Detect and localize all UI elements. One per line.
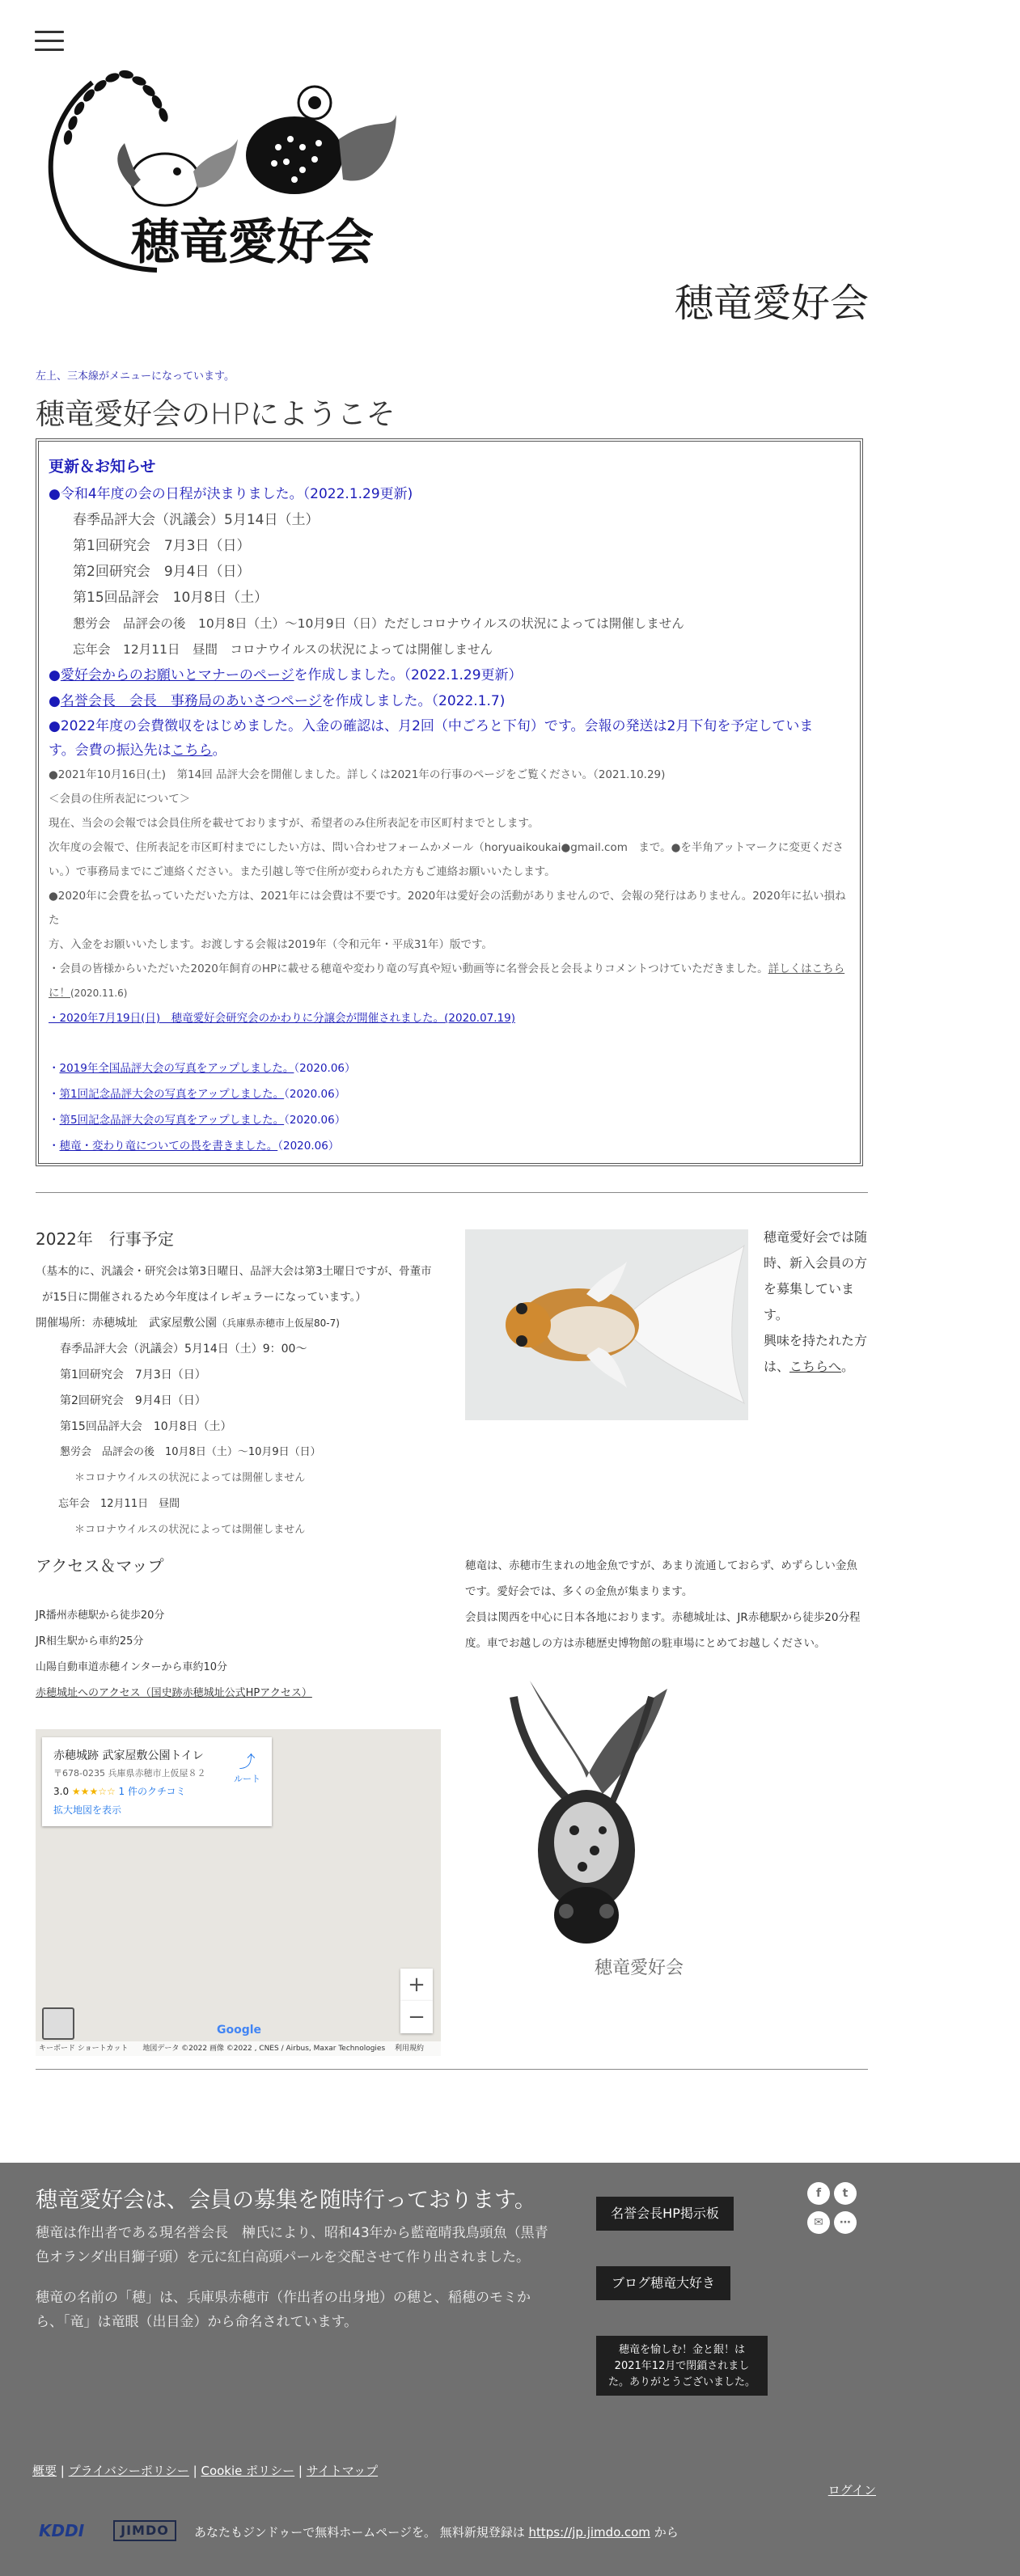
about-text: 穂竜は、赤穂市生まれの地金魚ですが、あまり流通しておらず、めずらしい金魚 です。愛好会では、多くの金魚が集まります。 会員は関西を中心に日本各地におります。赤穂城址は、JR赤穂駅から徒歩20分程 度。車でお越しの方は赤穂歴史博物館の駐車場にとめてお越しください。 [465,1559,861,1650]
kddi-logo [37,2519,92,2543]
map-enlarge-link[interactable]: 拡大地図を表示 [53,1804,122,1816]
photo-watermark: 穂竜愛好会 [595,1958,684,1978]
article-link[interactable]: 穂竜・変わり竜についての畏を書きました。 [59,1140,278,1153]
share-icon[interactable]: ⋯ [834,2211,857,2234]
photo-2019-link[interactable]: 2019年全国品評大会の写真をアップしました。 [59,1062,294,1075]
google-logo: Google [217,2024,262,2037]
map-place-card [42,1737,272,1826]
facebook-icon[interactable]: f [807,2182,830,2205]
news-note: 次年度の会報で、住所表記を市区町村までにしたい方は、問い合わせフォームかメール（horyuaikoukai●gmail.com まで。●を半角アットマークに変更くださ [49,841,844,854]
news-link-row: ・穂竜・変わり竜についての畏を書きました。（2020.06） [49,1140,340,1153]
schedule-note: ＊コロナウイルスの状況によっては開催しません [74,1524,306,1536]
schedule-item: 第2回研究会 9月4日（日） [60,1394,206,1407]
news-item: ●令和4年度の会の日程が決まりました。（2022.1.29更新) [49,486,413,502]
news-item: ●愛好会からのお願いとマナーのページを作成しました。（2022.1.29更新） [49,667,523,683]
page-title: 穂竜愛好会のHPにようこそ [36,398,396,431]
jimdo-link[interactable]: https://jp.jimdo.com [528,2525,650,2540]
map-address: 〒678-0235 兵庫県赤穂市上仮屋８２ [53,1768,206,1779]
news-schedule-item: 忘年会 12月11日 昼間 コロナウイルスの状況によっては開催しません [73,642,493,657]
map-zoom-in-button[interactable]: + [400,1969,433,2001]
news-note: い。）で事務局までにご連絡ください。また引越し等で住所が変わられた方もご連絡お願いいたします。 [49,865,556,878]
greeting-page-link[interactable]: 名誉会長 会長 事務局のあいさつページ [60,693,322,709]
news-note: 現在、当会の会報では会員住所を載せておりますが、希望者のみ住所表記を市区町村までとします。 [49,817,540,830]
comments-link-end[interactable]: に！ [49,987,70,1000]
join-link[interactable]: こちらへ [789,1359,842,1374]
svg-text:KDDI: KDDI [39,2521,85,2540]
photo-5th-link[interactable]: 第5回記念品評大会の写真をアップしました。 [59,1114,285,1127]
google-map[interactable] [36,1729,441,2056]
news-link-row: ・2019年全国品評大会の写真をアップしました。（2020.06） [49,1062,356,1075]
news-item: ●2022年度の会費徴収をはじめました。入金の確認は、月2回（中ごろと下旬）です。会報の発送は2月下旬を予定していま す。会費の振込先はこちら。 [49,718,814,759]
map-place-name: 赤穂城跡 武家屋敷公園トイレ [53,1749,204,1762]
goldfish-photo-2 [465,1664,709,1988]
news-note: に！(2020.11.6) [49,987,128,1000]
email-icon[interactable]: ✉ [807,2211,830,2234]
footer-text: 穂竜は作出者である現名誉会長 榊氏により、昭和43年から藍竜晴我鳥頭魚（黒青 [36,2225,548,2241]
map-rating: 3.0 ★★★☆☆ 1 件のクチコミ [53,1786,186,1797]
news-link-row: ・第5回記念品評大会の写真をアップしました。（2020.06） [49,1114,346,1127]
news-title: 更新＆お知らせ [49,458,156,476]
closed-site-button[interactable]: 穂竜を愉しむ！金と銀！は 2021年12月で閉鎖されまし た。ありがとうございました。 [596,2336,768,2396]
logo-text: 穂竜愛好会 [131,214,374,271]
access-info: JR播州赤穂駅から徒歩20分 JR相生駅から車約25分 山陽自動車道赤穂インターから車約10分 赤穂城址へのアクセス（国史跡赤穂城址公式HPアクセス） [36,1603,456,1707]
news-note: 方、入金をお願いいたします。お渡しする会報は2019年（令和元年・平成31年）版です。 [49,938,493,951]
twitter-icon[interactable]: t [834,2182,857,2205]
schedule-item: 春季品評大会（汎議会）5月14日（土）9：00～ [60,1343,307,1356]
schedule-item: 懇労会 品評会の後 10月8日（土）～10月9日（日） [60,1446,321,1458]
jimdo-logo: JIMDO [113,2520,176,2541]
footer-link-sitemap[interactable]: サイトマップ [306,2464,379,2478]
site-logo [36,66,398,275]
news-schedule-item: 第2回研究会 9月4日（日） [73,564,251,580]
fee-transfer-link[interactable]: こちら [171,742,213,759]
footer-nav: 概要 | プライバシーポリシー | Cookie ポリシー | サイトマップ [32,2464,379,2478]
divider [36,2069,868,2070]
schedule-note: ＊コロナウイルスの状況によっては開催しません [74,1472,306,1484]
schedule-title: 2022年 行事予定 [36,1229,174,1249]
map-fullscreen-toggle[interactable] [42,2007,74,2040]
footer-text: ら、「竜」は竜眼（出目金）から命名されています。 [36,2314,358,2330]
news-link-row: ・第1回記念品評大会の写真をアップしました。（2020.06） [49,1088,346,1101]
castle-access-link[interactable]: 赤穂城址へのアクセス（国史跡赤穂城址公式HPアクセス） [36,1687,312,1699]
recruit-text: 穂竜愛好会では随 時、新入会員の方 を募集していま す。 興味を持たれた方 は、こちらへ。 [764,1229,868,1374]
footer-heading: 穂竜愛好会は、会員の募集を随時行っております。 [36,2188,536,2213]
photo-1st-link[interactable]: 第1回記念品評大会の写真をアップしました。 [59,1088,285,1101]
map-zoom-out-button[interactable]: − [400,2001,433,2033]
divider [36,1192,868,1193]
news-schedule-item: 第15回品評会 10月8日（土） [73,590,269,606]
blog-button[interactable]: ブログ穂竜大好き [596,2266,730,2300]
news-box [36,438,863,1166]
map-reviews-link[interactable]: 1 件のクチコミ [118,1786,186,1797]
schedule-item: 第1回研究会 7月3日（日） [60,1368,206,1381]
news-note: ●2021年10月16日(土) 第14回 品評大会を開催しました。詳しくは2021年の行事のページをご覧ください。（2021.10.29) [49,768,666,781]
login-link[interactable]: ログイン [827,2483,876,2498]
site-title: 穂竜愛好会 [674,281,869,326]
bbs-button[interactable]: 名誉会長HP掲示板 [596,2197,734,2231]
comments-link[interactable]: 詳しくはこちら [768,962,845,975]
footer [0,2163,1020,2576]
menu-hint: 左上、三本線がメニューになっています。 [36,370,235,383]
news-note: ＜会員の住所表記について＞ [49,793,191,806]
footer-link-cookie[interactable]: Cookie ポリシー [201,2464,295,2478]
news-note: ・会員の皆様からいただいた2020年飼育のHPに載せる穂竜や変わり竜の写真や短い動画等に名誉会長と会長よりコメントつけていただきました。詳しくはこちら [49,962,845,975]
news-schedule-item: 懇労会 品評会の後 10月8日（土）～10月9日（日）ただしコロナウイルスの状況によっては開催しません [73,616,684,631]
news-item: ●名誉会長 会長 事務局のあいさつページを作成しました。（2022.1.7) [49,693,506,709]
schedule-item: 第15回品評大会 10月8日（土） [60,1420,232,1433]
news-note: ●2020年に会費を払っていただいた方は、2021年には会費は不要です。2020年は愛好会の活動がありませんので、会報の発行はありません。2020年に払い損ねた [49,890,846,927]
map-route-button[interactable]: ⤴ ルート [234,1749,260,1785]
directions-icon: ⤴ [239,1752,256,1771]
footer-text: 色オランダ出目獅子頭）を元に紅白高頭パールを交配させて作り出されました。 [36,2249,530,2265]
goldfish-photo [465,1229,748,1420]
footer-link-overview[interactable]: 概要 [32,2464,57,2478]
hamburger-menu-button[interactable] [35,31,64,52]
footer-text: 穂竜の名前の「穂」は、兵庫県赤穂市（作出者の出身地）の穂と、稲穂のモミか [36,2290,531,2306]
news-schedule-item: 第1回研究会 7月3日（日） [73,538,251,554]
venue: 開催場所：赤穂城址 武家屋敷公園（兵庫県赤穂市上仮屋80-7) [36,1317,340,1330]
map-footer: キーボード ショートカット 地図データ ©2022 画像 ©2022 , CNES / Airbus, Maxar Technologies 利用規約 [36,2041,441,2056]
footer-link-privacy[interactable]: プライバシーポリシー [68,2464,189,2478]
distribution-event-link[interactable]: ・2020年7月19日(日) 穂竜愛好会研究会のかわりに分譲会が開催されました。(2020.07.19) [49,1012,515,1025]
jimdo-promo: あなたもジンドゥーで無料ホームページを。 無料新規登録は https://jp.jimdo.com から [194,2525,679,2540]
news-schedule-item: 春季品評大会（汎議会）5月14日（土） [73,512,320,528]
schedule-item: 忘年会 12月11日 昼間 [58,1498,180,1510]
schedule-list: （基本的に、汎議会・研究会は第3日曜日、品評大会は第3土曜日ですが、骨董市 が15日に開催されるため今年度はイレギュラーになっています。） 開催場所：赤穂城址 武家屋敷公園（兵庫県赤穂市上仮屋80-7) 春季品評大会（汎議会）5月14日（土）9：00～ 第1回研究会 7月3日（日） 第2回研究会 9月4日（日） 第15回品評大会 10月8日（土） 懇労会 品評会の後 10月8日（土）～10月9日（日） ＊コロナウイルスの状況によっては開催しません 忘年会 12月11日 昼間 ＊コロナウイルスの状況によっては開催しません [36,1258,440,1543]
access-title: アクセス＆マップ [36,1556,164,1576]
manners-page-link[interactable]: 愛好会からのお願いとマナーのページ [60,667,294,683]
